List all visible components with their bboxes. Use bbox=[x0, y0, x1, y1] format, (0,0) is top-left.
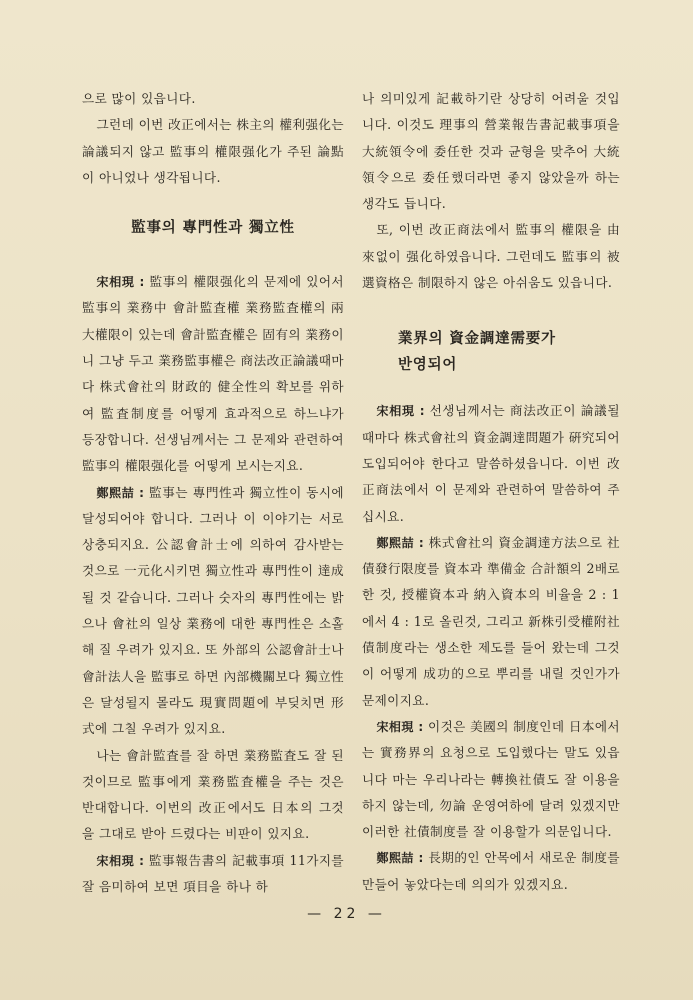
page-number: — 22 — bbox=[307, 906, 386, 922]
speaker-name: 鄭熙喆 : bbox=[96, 485, 145, 500]
dialogue-text: 監事報告書의 記載事項 11가지를 잘 음미하여 보면 項目을 하나 하 bbox=[82, 852, 344, 895]
dialogue-text: 監事는 專門性과 獨立性이 동시에 달성되어야 합니다. 그러나 이 이야기는 서로 상충되지요. 公認會計士에 의하여 감사받는 것으로 一元化시키면 獨立性과 專門性이 達成될 것 같습니다. 그러나 숫자의 專門性에는 밝으나 會社의 일상 業務에 대한 專門性은 소홀해 질 우려가 있지요. 또 外部의 公認會計士나 會計法人을 監事로 하면 內部機關보다 獨立性은 달성될지 몰라도 現實問題에 부딪치면 形式에 그칠 우려가 있지요. bbox=[82, 484, 344, 737]
paragraph: 나는 會計監査를 잘 하면 業務監査도 잘 된 것이므로 監事에게 業務監査權을 주는 것은 반대합니다. 이번의 改正에서도 日本의 그것을 그대로 받아 드렸다는 비판이 있지요. bbox=[82, 747, 344, 842]
paragraph: 나 의미있게 記載하기란 상당히 어려울 것입니다. 이것도 理事의 營業報告書記載事項을 大統領令에 委任한 것과 균형을 맞추어 大統領令으로 委任했더라면 좋지 않았을까 하는 생각도 듭니다. bbox=[362, 91, 620, 212]
speaker-name: 宋相現 : bbox=[96, 275, 145, 290]
speaker-name: 宋相現 : bbox=[96, 853, 145, 868]
dialogue-text: 선생님께서는 商法改正이 論議될 때마다 株式會社의 資金調達問題가 硏究되어 도입되어야 한다고 말씀하셨읍니다. 이번 改正商法에서 이 문제와 관련하여 말씀하여 주십시요. bbox=[362, 403, 620, 524]
dialogue-paragraph bbox=[362, 398, 620, 529]
dialogue-text: 長期的인 안목에서 새로운 制度를 만들어 놓았다는데 의의가 있겠지요. bbox=[362, 850, 621, 892]
section-heading: 監事의 專門性과 獨立性 bbox=[131, 220, 295, 237]
dialogue-paragraph bbox=[362, 714, 620, 845]
dialogue-paragraph bbox=[362, 530, 620, 714]
paragraph: 그런데 이번 改正에서는 株主의 權利强化는 論議되지 않고 監事의 權限强化가 주된 論點이 아니었나 생각됩니다. bbox=[82, 117, 344, 185]
paragraph: 또, 이번 改正商法에서 監事의 權限을 由來없이 强化하였읍니다. 그런데도 監事의 被選資格은 制限하지 않은 아쉬움도 있읍니다. bbox=[362, 222, 620, 291]
dialogue-paragraph bbox=[82, 848, 344, 901]
heading-line: 業界의 資金調達需要가 bbox=[398, 331, 556, 348]
left-column bbox=[82, 86, 344, 900]
right-column bbox=[362, 86, 620, 898]
dialogue-text: 監事의 權限强化의 문제에 있어서 監事의 業務中 會計監査權 業務監査權의 兩大權限이 있는데 會計監査權은 固有의 業務이니 그냥 두고 業務監事權은 商法改正論議때마다 株式會社의 財政的 健全性의 확보를 위하여 監査制度를 어떻게 효과적으로 하느냐가 등장합니다. 선생님께서는 그 문제와 관련하여 監事의 權限强化를 어떻게 보시는지요. bbox=[82, 274, 344, 474]
section-heading bbox=[362, 326, 620, 378]
speaker-name: 宋相現 : bbox=[376, 719, 424, 734]
paragraph: 으로 많이 있읍니다. bbox=[82, 91, 196, 106]
dialogue-paragraph bbox=[362, 845, 620, 898]
dialogue-text: 이것은 美國의 制度인데 日本에서는 實務界의 요청으로 도입했다는 말도 있읍니다 마는 우리나라는 轉換社債도 잘 이용을 하지 않는데, 勿論 운영여하에 달려 있겠지만 이러한 社債制度를 잘 이용할가 의문입니다. bbox=[362, 718, 620, 840]
dialogue-text: 株式會社의 資金調達方法으로 社債發行限度를 資本과 準備金 合計額의 2배로 한 것, 授權資本과 納入資本의 비율을 2 : 1에서 4 : 1로 올린것, 그리고 新株引受權附社債制度라는 생소한 제도를 들어 왔는데 그것이 어떻게 成功的으로 뿌리를 내릴 것인가가 문제이지요. bbox=[362, 534, 620, 708]
speaker-name: 鄭熙喆 : bbox=[376, 851, 424, 866]
dialogue-paragraph bbox=[82, 480, 344, 743]
heading-line: 반영되어 bbox=[398, 357, 458, 374]
speaker-name: 鄭熙喆 : bbox=[376, 535, 425, 550]
speaker-name: 宋相現 : bbox=[376, 404, 425, 419]
dialogue-paragraph bbox=[82, 269, 344, 479]
